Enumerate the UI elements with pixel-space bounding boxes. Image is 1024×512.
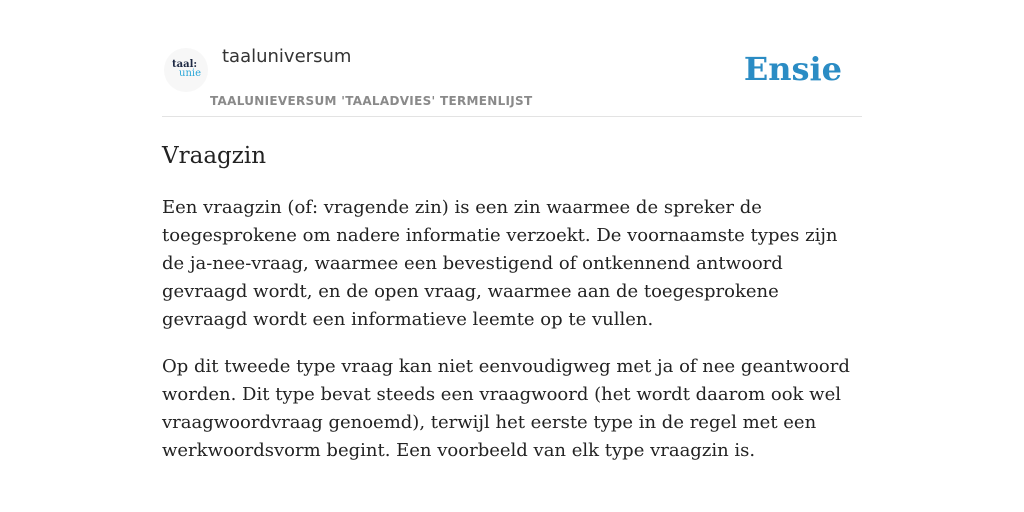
taalunie-logo[interactable]	[164, 48, 208, 92]
article-paragraph: Een vraagzin (of: vragende zin) is een zin waarmee de spreker de toegesprokene om nadere informatie verzoekt. De voornaamste types zijn de ja-nee-vraag, waarmee een bevestigend of ontkennend antwoord gevraagd wordt, en de open vraag, waarmee aan de toegesprokene gevraagd wordt een informatieve leemte op te vullen.	[162, 197, 838, 330]
header	[162, 0, 862, 117]
source-name-link[interactable]: taaluniversum	[222, 46, 352, 67]
page-title: Vraagzin	[162, 143, 267, 169]
logo-text-unie: unie	[179, 68, 201, 79]
source-subtitle: TAALUNIEVERSUM 'TAALADVIES' TERMENLIJST	[210, 94, 533, 108]
ensie-brand-link[interactable]: Ensie	[743, 50, 842, 88]
article-card	[162, 0, 862, 512]
logo-text-taal: taal:	[172, 59, 198, 70]
article-paragraph: Op dit tweede type vraag kan niet eenvoudigweg met ja of nee geantwoord worden. Dit type bevat steeds een vraagwoord (het wordt daarom ook wel vraagwoordvraag genoemd), terwijl het eerste type in de regel met een werkwoordsvorm begint. Een voorbeeld van elk type vraagzin is.	[162, 356, 850, 461]
